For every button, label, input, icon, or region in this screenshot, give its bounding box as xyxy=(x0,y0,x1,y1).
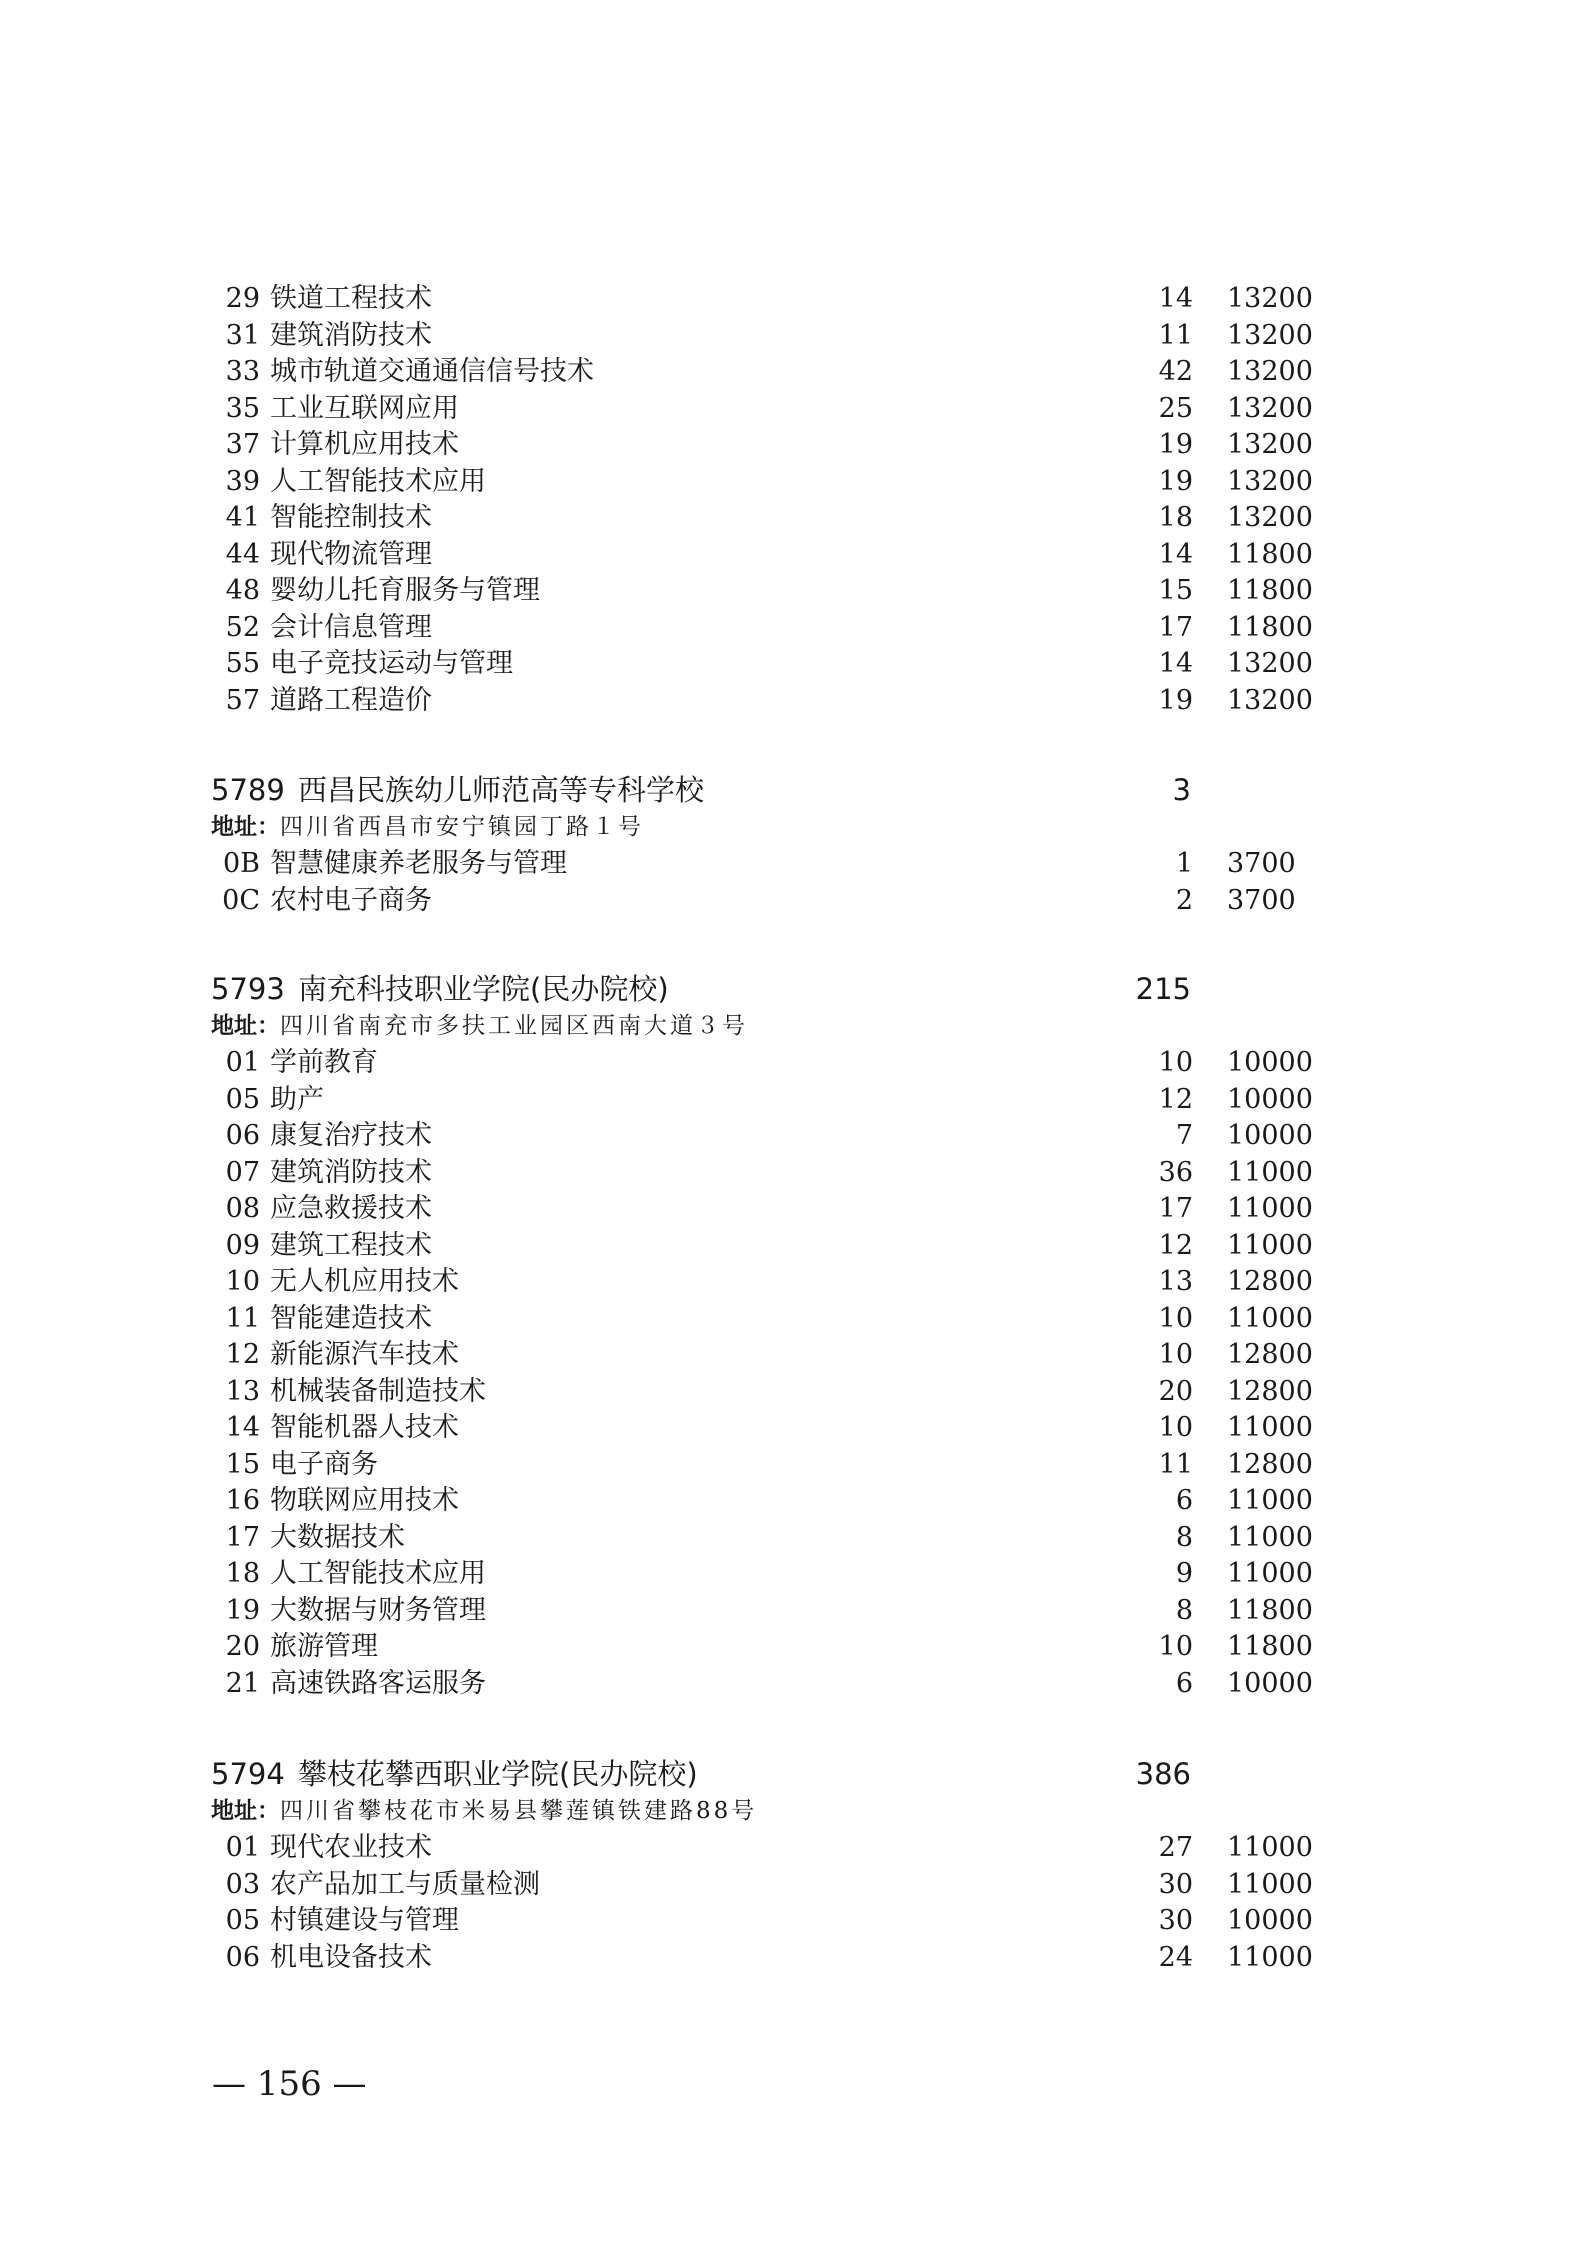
major-code: 37 xyxy=(225,429,260,460)
major-name: 电子商务 xyxy=(270,1449,378,1480)
major-name: 建筑工程技术 xyxy=(270,1230,432,1261)
enrollment-count: 13 xyxy=(1158,1266,1193,1297)
tuition-fee: 11800 xyxy=(1227,539,1313,570)
major-code: 17 xyxy=(225,1522,260,1553)
school-header xyxy=(0,1755,1587,1793)
major-code: 52 xyxy=(225,612,260,643)
tuition-fee: 13200 xyxy=(1227,466,1313,497)
major-row xyxy=(0,1593,1587,1629)
major-code: 29 xyxy=(225,283,260,314)
tuition-fee: 12800 xyxy=(1227,1266,1313,1297)
major-name: 机电设备技术 xyxy=(270,1942,432,1973)
school-code: 5794 xyxy=(211,1757,285,1791)
major-row xyxy=(0,1520,1587,1556)
tuition-fee: 13200 xyxy=(1227,648,1313,679)
major-code: 33 xyxy=(225,356,260,387)
enrollment-count: 25 xyxy=(1158,393,1193,424)
major-code: 41 xyxy=(225,502,260,533)
tuition-fee: 11000 xyxy=(1227,1558,1313,1589)
major-code: 07 xyxy=(225,1157,260,1188)
major-name: 智能控制技术 xyxy=(270,502,432,533)
enrollment-count: 17 xyxy=(1158,612,1193,643)
major-name: 会计信息管理 xyxy=(270,612,432,643)
enrollment-count: 10 xyxy=(1158,1339,1193,1370)
tuition-fee: 10000 xyxy=(1227,1668,1313,1699)
school-name: 攀枝花攀西职业学院(民办院校) xyxy=(298,1757,698,1791)
school-total: 3 xyxy=(1172,773,1191,807)
enrollment-count: 11 xyxy=(1158,1449,1193,1480)
major-row xyxy=(0,391,1587,427)
major-code: 31 xyxy=(225,320,260,351)
tuition-fee: 13200 xyxy=(1227,283,1313,314)
enrollment-count: 24 xyxy=(1158,1942,1193,1973)
major-code: 15 xyxy=(225,1449,260,1480)
enrollment-count: 6 xyxy=(1175,1668,1193,1699)
tuition-fee: 11000 xyxy=(1227,1303,1313,1334)
major-name: 建筑消防技术 xyxy=(270,1157,432,1188)
major-row xyxy=(0,1155,1587,1191)
major-name: 无人机应用技术 xyxy=(270,1266,459,1297)
major-code: 13 xyxy=(225,1376,260,1407)
major-row xyxy=(0,427,1587,463)
major-row xyxy=(0,883,1587,919)
tuition-fee: 13200 xyxy=(1227,320,1313,351)
major-name: 机械装备制造技术 xyxy=(270,1376,486,1407)
enrollment-count: 20 xyxy=(1158,1376,1193,1407)
major-row xyxy=(0,537,1587,573)
major-code: 06 xyxy=(225,1120,260,1151)
school-header xyxy=(0,771,1587,809)
tuition-fee: 11800 xyxy=(1227,1631,1313,1662)
enrollment-count: 19 xyxy=(1158,429,1193,460)
tuition-fee: 11000 xyxy=(1227,1412,1313,1443)
address-text: 四川省西昌市安宁镇园丁路１号 xyxy=(280,814,644,840)
school-address xyxy=(211,1010,748,1042)
major-row xyxy=(0,1118,1587,1154)
enrollment-count: 17 xyxy=(1158,1193,1193,1224)
major-row xyxy=(0,1264,1587,1300)
address-label: 地址： xyxy=(211,1798,280,1824)
enrollment-count: 8 xyxy=(1175,1522,1193,1553)
school-address xyxy=(211,1795,757,1827)
tuition-fee: 11000 xyxy=(1227,1485,1313,1516)
tuition-fee: 11000 xyxy=(1227,1230,1313,1261)
major-code: 21 xyxy=(225,1668,260,1699)
major-row xyxy=(0,1629,1587,1665)
enrollment-count: 12 xyxy=(1158,1084,1193,1115)
enrollment-count: 2 xyxy=(1175,885,1193,916)
major-name: 人工智能技术应用 xyxy=(270,1558,486,1589)
major-name: 人工智能技术应用 xyxy=(270,466,486,497)
major-code: 05 xyxy=(225,1905,260,1936)
major-code: 19 xyxy=(225,1595,260,1626)
major-row xyxy=(0,1301,1587,1337)
tuition-fee: 12800 xyxy=(1227,1339,1313,1370)
major-code: 01 xyxy=(225,1832,260,1863)
major-name: 智能建造技术 xyxy=(270,1303,432,1334)
school-name: 西昌民族幼儿师范高等专科学校 xyxy=(298,773,705,807)
major-row xyxy=(0,610,1587,646)
major-row xyxy=(0,1830,1587,1866)
tuition-fee: 11800 xyxy=(1227,1595,1313,1626)
school-total: 215 xyxy=(1135,972,1191,1006)
enrollment-count: 10 xyxy=(1158,1412,1193,1443)
major-name: 现代物流管理 xyxy=(270,539,432,570)
major-name: 道路工程造价 xyxy=(270,685,432,716)
school-code: 5789 xyxy=(211,773,285,807)
tuition-fee: 10000 xyxy=(1227,1047,1313,1078)
major-row xyxy=(0,1410,1587,1446)
major-code: 01 xyxy=(225,1047,260,1078)
major-code: 18 xyxy=(225,1558,260,1589)
enrollment-count: 9 xyxy=(1175,1558,1193,1589)
major-name: 建筑消防技术 xyxy=(270,320,432,351)
major-code: 06 xyxy=(225,1942,260,1973)
major-name: 计算机应用技术 xyxy=(270,429,459,460)
school-total: 386 xyxy=(1135,1757,1191,1791)
major-row xyxy=(0,1045,1587,1081)
major-code: 12 xyxy=(225,1339,260,1370)
major-name: 现代农业技术 xyxy=(270,1832,432,1863)
tuition-fee: 11000 xyxy=(1227,1942,1313,1973)
major-code: 16 xyxy=(225,1485,260,1516)
major-name: 工业互联网应用 xyxy=(270,393,459,424)
page-number: — 156 — xyxy=(212,2064,367,2104)
tuition-fee: 10000 xyxy=(1227,1905,1313,1936)
major-row xyxy=(0,1337,1587,1373)
major-code: 11 xyxy=(225,1303,260,1334)
major-code: 14 xyxy=(225,1412,260,1443)
major-name: 城市轨道交通通信信号技术 xyxy=(270,356,594,387)
enrollment-count: 8 xyxy=(1175,1595,1193,1626)
major-name: 应急救援技术 xyxy=(270,1193,432,1224)
major-code: 05 xyxy=(225,1084,260,1115)
enrollment-count: 19 xyxy=(1158,466,1193,497)
enrollment-count: 42 xyxy=(1158,356,1193,387)
school-header xyxy=(0,970,1587,1008)
major-row xyxy=(0,683,1587,719)
enrollment-count: 15 xyxy=(1158,575,1193,606)
tuition-fee: 11800 xyxy=(1227,575,1313,606)
major-row xyxy=(0,1903,1587,1939)
major-row xyxy=(0,464,1587,500)
enrollment-count: 10 xyxy=(1158,1303,1193,1334)
enrollment-count: 19 xyxy=(1158,685,1193,716)
enrollment-count: 30 xyxy=(1158,1869,1193,1900)
tuition-fee: 11000 xyxy=(1227,1157,1313,1188)
major-name: 新能源汽车技术 xyxy=(270,1339,459,1370)
tuition-fee: 3700 xyxy=(1227,885,1296,916)
enrollment-count: 30 xyxy=(1158,1905,1193,1936)
major-row xyxy=(0,1374,1587,1410)
major-row xyxy=(0,646,1587,682)
school-name: 南充科技职业学院(民办院校) xyxy=(298,972,669,1006)
major-code: 10 xyxy=(225,1266,260,1297)
major-name: 智慧健康养老服务与管理 xyxy=(270,848,567,879)
major-row xyxy=(0,1940,1587,1976)
major-name: 大数据技术 xyxy=(270,1522,405,1553)
address-label: 地址： xyxy=(211,814,280,840)
enrollment-count: 6 xyxy=(1175,1485,1193,1516)
major-name: 高速铁路客运服务 xyxy=(270,1668,486,1699)
enrollment-count: 18 xyxy=(1158,502,1193,533)
major-name: 农产品加工与质量检测 xyxy=(270,1869,540,1900)
major-name: 学前教育 xyxy=(270,1047,378,1078)
enrollment-count: 14 xyxy=(1158,283,1193,314)
major-name: 旅游管理 xyxy=(270,1631,378,1662)
major-name: 智能机器人技术 xyxy=(270,1412,459,1443)
major-code: 39 xyxy=(225,466,260,497)
major-name: 大数据与财务管理 xyxy=(270,1595,486,1626)
tuition-fee: 11000 xyxy=(1227,1869,1313,1900)
enrollment-count: 11 xyxy=(1158,320,1193,351)
major-code: 0B xyxy=(222,848,260,879)
major-name: 电子竞技运动与管理 xyxy=(270,648,513,679)
major-code: 03 xyxy=(225,1869,260,1900)
tuition-fee: 10000 xyxy=(1227,1084,1313,1115)
enrollment-count: 12 xyxy=(1158,1230,1193,1261)
major-code: 57 xyxy=(225,685,260,716)
major-code: 09 xyxy=(225,1230,260,1261)
major-code: 48 xyxy=(225,575,260,606)
major-name: 婴幼儿托育服务与管理 xyxy=(270,575,540,606)
major-row xyxy=(0,1867,1587,1903)
tuition-fee: 13200 xyxy=(1227,393,1313,424)
tuition-fee: 11000 xyxy=(1227,1193,1313,1224)
tuition-fee: 10000 xyxy=(1227,1120,1313,1151)
address-text: 四川省攀枝花市米易县攀莲镇铁建路88号 xyxy=(280,1798,758,1824)
tuition-fee: 11000 xyxy=(1227,1832,1313,1863)
school-code: 5793 xyxy=(211,972,285,1006)
major-name: 助产 xyxy=(270,1084,324,1115)
tuition-fee: 11800 xyxy=(1227,612,1313,643)
enrollment-count: 10 xyxy=(1158,1047,1193,1078)
major-row xyxy=(0,1483,1587,1519)
major-row xyxy=(0,1556,1587,1592)
major-row xyxy=(0,281,1587,317)
major-name: 物联网应用技术 xyxy=(270,1485,459,1516)
major-row xyxy=(0,500,1587,536)
major-name: 铁道工程技术 xyxy=(270,283,432,314)
address-text: 四川省南充市多扶工业园区西南大道３号 xyxy=(280,1013,748,1039)
major-row xyxy=(0,318,1587,354)
tuition-fee: 13200 xyxy=(1227,356,1313,387)
major-row xyxy=(0,1666,1587,1702)
major-name: 农村电子商务 xyxy=(270,885,432,916)
major-name: 村镇建设与管理 xyxy=(270,1905,459,1936)
major-code: 20 xyxy=(225,1631,260,1662)
tuition-fee: 13200 xyxy=(1227,429,1313,460)
major-code: 55 xyxy=(225,648,260,679)
enrollment-count: 7 xyxy=(1175,1120,1193,1151)
major-name: 康复治疗技术 xyxy=(270,1120,432,1151)
tuition-fee: 13200 xyxy=(1227,502,1313,533)
enrollment-count: 10 xyxy=(1158,1631,1193,1662)
major-row xyxy=(0,1228,1587,1264)
school-address xyxy=(211,811,644,843)
major-code: 08 xyxy=(225,1193,260,1224)
major-row xyxy=(0,354,1587,390)
enrollment-count: 36 xyxy=(1158,1157,1193,1188)
major-row xyxy=(0,846,1587,882)
enrollment-count: 14 xyxy=(1158,648,1193,679)
enrollment-count: 14 xyxy=(1158,539,1193,570)
enrollment-count: 1 xyxy=(1175,848,1193,879)
major-code: 35 xyxy=(225,393,260,424)
tuition-fee: 12800 xyxy=(1227,1449,1313,1480)
major-code: 44 xyxy=(225,539,260,570)
major-row xyxy=(0,573,1587,609)
tuition-fee: 12800 xyxy=(1227,1376,1313,1407)
enrollment-count: 27 xyxy=(1158,1832,1193,1863)
tuition-fee: 11000 xyxy=(1227,1522,1313,1553)
tuition-fee: 3700 xyxy=(1227,848,1296,879)
address-label: 地址： xyxy=(211,1013,280,1039)
major-row xyxy=(0,1082,1587,1118)
major-row xyxy=(0,1447,1587,1483)
major-row xyxy=(0,1191,1587,1227)
major-code: 0C xyxy=(222,885,260,916)
tuition-fee: 13200 xyxy=(1227,685,1313,716)
